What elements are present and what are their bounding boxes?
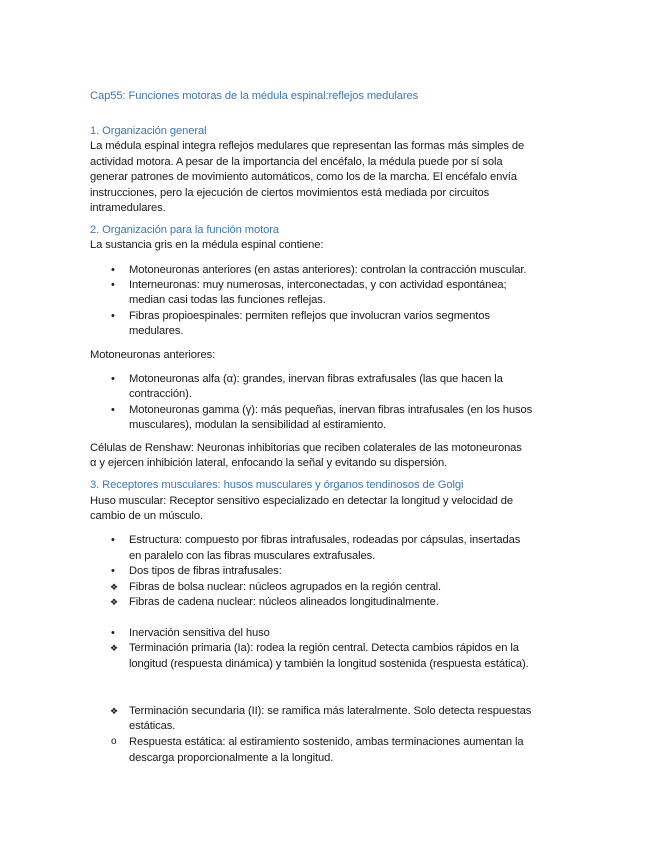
bullet-icon: • [111,373,115,385]
list-item: Fibras propioespinales: permiten reflejos que involucran varios segmentos [129,310,490,322]
list-item-continuation: estáticas. [129,720,176,732]
list-item: Estructura: compuesto por fibras intrafusales, rodeadas por cápsulas, insertadas [129,534,521,546]
paragraph-line: instrucciones, pero la ejecución de ciertos movimientos está mediada por circuitos [90,187,490,199]
list-item: Inervación sensitiva del huso [129,627,270,639]
section-1-heading: 1. Organización general [90,125,207,137]
list-item-continuation: musculares), modulan la sensibilidad al estiramiento. [129,419,387,431]
list-item-continuation: en paralelo con las fibras musculares extrafusales. [129,550,376,562]
list-item: Motoneuronas gamma (γ): más pequeñas, inervan fibras intrafusales (en los husos [129,404,533,416]
bullet-icon: • [111,627,115,639]
paragraph-line: Motoneuronas anteriores: [90,349,216,361]
list-item: Fibras de cadena nuclear: núcleos alineados longitudinalmente. [129,596,439,608]
paragraph-line: generar patrones de movimiento automáticos, como los de la marcha. El encéfalo envía [90,171,517,183]
section-2-heading: 2. Organización para la función motora [90,224,279,236]
paragraph-line: cambio de un músculo. [90,510,203,522]
paragraph-line: Huso muscular: Receptor sensitivo especializado en detectar la longitud y velocidad de [90,495,513,507]
paragraph-line: Células de Renshaw: Neuronas inhibitorias que reciben colaterales de las motoneuronas [90,442,522,454]
list-item: Respuesta estática: al estiramiento sostenido, ambas terminaciones aumentan la [129,736,524,748]
list-item: Motoneuronas alfa (α): grandes, inervan fibras extrafusales (las que hacen la [129,373,503,385]
paragraph-line: La médula espinal integra reflejos medulares que representan las formas más simples de [90,140,525,152]
bullet-icon: • [111,565,115,577]
list-item: Motoneuronas anteriores (en astas anteriores): controlan la contracción muscular. [129,264,527,276]
paragraph-line: intramedulares. [90,202,166,214]
list-item: Terminación secundaria (II): se ramifica más lateralmente. Solo detecta respuestas [129,705,532,717]
bullet-icon: • [111,534,115,546]
list-item: Interneuronas: muy numerosas, interconectadas, y con actividad espontánea; [129,279,507,291]
diamond-bullet-icon: ❖ [110,643,119,653]
list-item-continuation: descarga proporcionalmente a la longitud. [129,752,334,764]
list-item-continuation: contracción). [129,388,192,400]
bullet-icon: • [111,310,115,322]
bullet-icon: • [111,404,115,416]
diamond-bullet-icon: ❖ [110,597,119,607]
paragraph-line: α y ejercen inhibición lateral, enfocando la señal y evitando su dispersión. [90,457,448,469]
diamond-bullet-icon: ❖ [110,582,119,592]
list-item-continuation: median casi todas las funciones reflejas. [129,294,326,306]
list-item-continuation: longitud (respuesta dinámica) y también la longitud sostenida (respuesta estática). [129,658,529,670]
bullet-icon: • [111,279,115,291]
paragraph-line: La sustancia gris en la médula espinal contiene: [90,239,324,251]
list-item: Fibras de bolsa nuclear: núcleos agrupados en la región central. [129,581,442,593]
section-3-heading: 3. Receptores musculares: husos musculares y órganos tendinosos de Golgi [90,479,464,491]
page-title: Cap55: Funciones motoras de la médula espinal:reflejos medulares [90,90,419,102]
bullet-icon: • [111,264,115,276]
diamond-bullet-icon: ❖ [110,706,119,716]
list-item: Terminación primaria (Ia): rodea la región central. Detecta cambios rápidos en la [129,642,519,654]
circle-bullet-icon: o [111,736,117,747]
paragraph-line: actividad motora. A pesar de la importancia del encéfalo, la médula puede por sí sola [90,156,503,168]
list-item: Dos tipos de fibras intrafusales: [129,565,282,577]
list-item-continuation: medulares. [129,325,184,337]
